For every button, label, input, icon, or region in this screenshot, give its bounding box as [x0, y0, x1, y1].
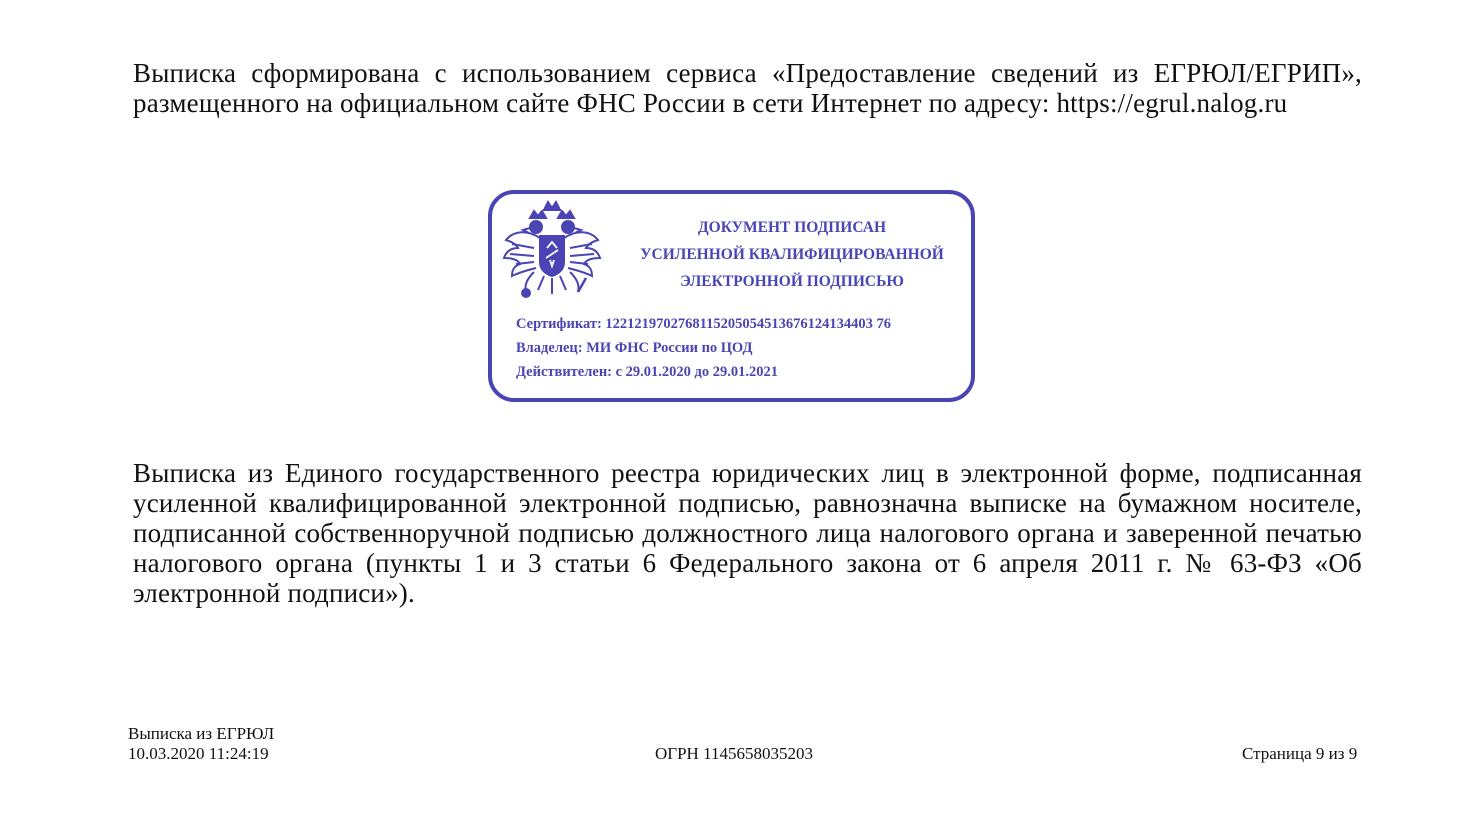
- footer-document-title: Выписка из ЕГРЮЛ: [128, 724, 275, 743]
- stamp-heading-line: ДОКУМЕНТ ПОДПИСАН: [697, 219, 887, 236]
- signature-stamp: [488, 190, 975, 402]
- stamp-owner: Владелец: МИ ФНС России по ЦОД: [516, 340, 753, 356]
- stamp-heading-line: УСИЛЕННОЙ КВАЛИФИЦИРОВАННОЙ: [640, 246, 944, 263]
- double-headed-eagle-emblem-icon: [500, 200, 604, 304]
- footer-page-number: Страница 9 из 9: [1242, 744, 1358, 763]
- intro-paragraph: Выписка сформирована с использованием сервиса «Предоставление сведений из ЕГРЮЛ/ЕГРИП», размещенного на официальном сайте ФНС России в сети Интернет по адресу: https://egrul.nalog.ru: [133, 58, 1362, 118]
- stamp-validity: Действителен: с 29.01.2020 до 29.01.2021: [516, 364, 779, 380]
- footer-datetime: 10.03.2020 11:24:19: [128, 744, 269, 763]
- stamp-certificate: Сертификат: 1221219702768115205054513676124134403 76: [516, 316, 891, 332]
- legal-paragraph: Выписка из Единого государственного реестра юридических лиц в электронной форме, подписанная усиленной квалифицированной электронной подписью, равнозначна выписке на бумажном носителе, подписанной собственноручной подписью должностного лица налогового органа и заверенной печатью налогового органа (пункты 1 и 3 статьи 6 Федерального закона от 6 апреля 2011 г. № 63-ФЗ «Об электронной подписи»).: [133, 458, 1362, 608]
- footer-ogrn: ОГРН 1145658035203: [655, 744, 813, 763]
- stamp-heading-line: ЭЛЕКТРОННОЙ ПОДПИСЬЮ: [680, 273, 904, 290]
